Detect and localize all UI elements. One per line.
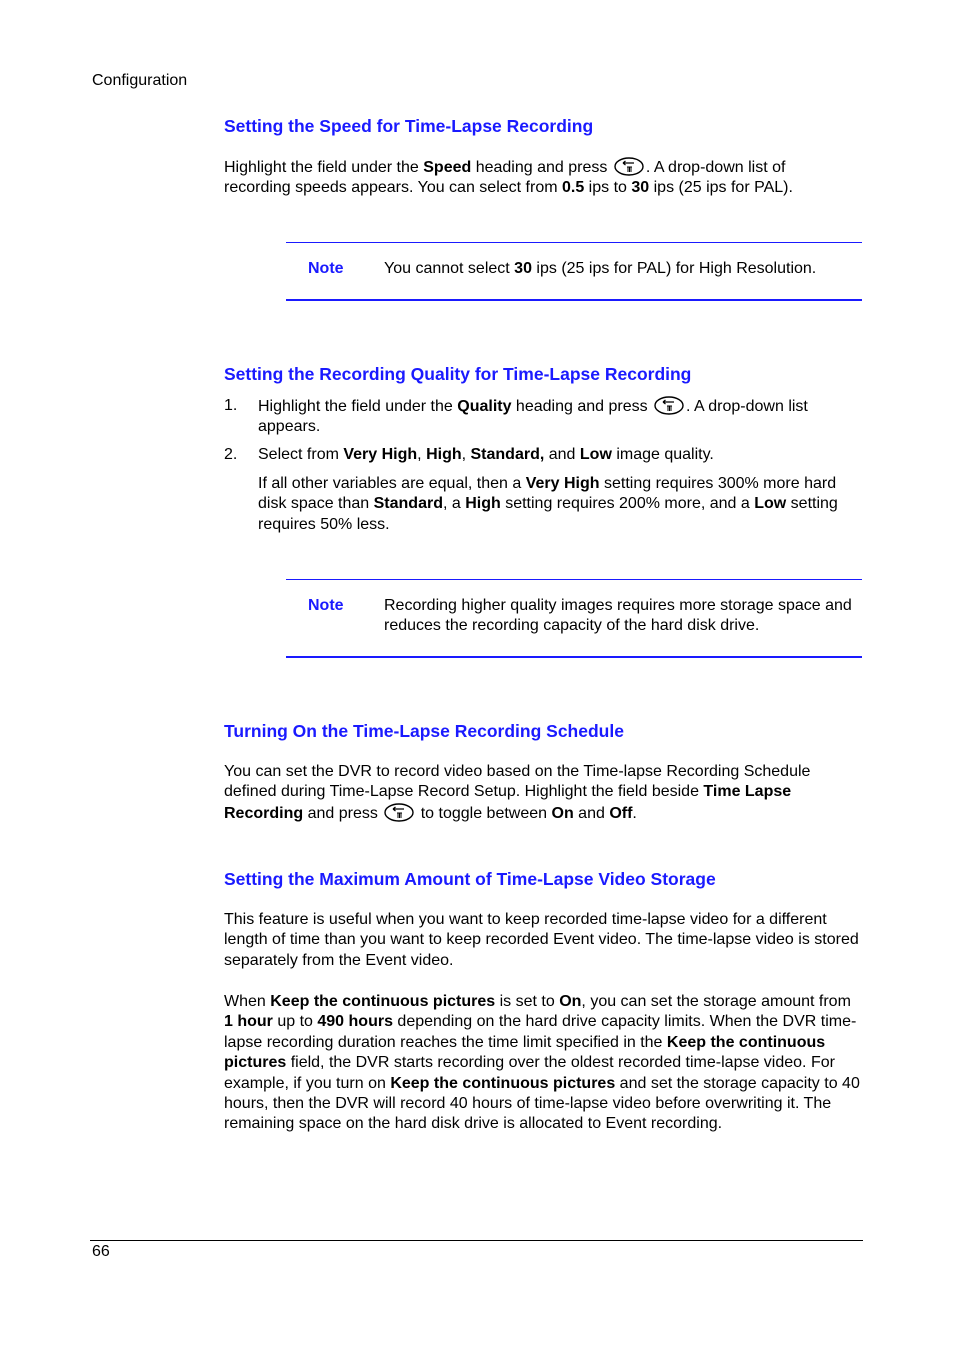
enter-key-icon	[614, 157, 644, 176]
schedule-paragraph: You can set the DVR to record video based on the Time-lapse Recording Schedule defined during Time-Lapse Record Setup. Highlight the field beside Time Lapse Recording and press to toggle between On and Off.	[224, 763, 811, 822]
enter-key-icon	[654, 396, 684, 415]
note-text: You cannot select 30 ips (25 ips for PAL) for High Resolution.	[384, 260, 817, 277]
page-number: 66	[92, 1243, 110, 1260]
heading-schedule: Turning On the Time-Lapse Recording Schedule	[224, 721, 624, 741]
enter-key-icon	[384, 803, 414, 822]
note-speed	[286, 242, 862, 301]
storage-paragraph-1: This feature is useful when you want to keep recorded time-lapse video for a different length of time than you want to keep recorded Event video. The time-lapse video is stored separately from the Event video.	[224, 911, 859, 969]
heading-storage: Setting the Maximum Amount of Time-Lapse Video Storage	[224, 869, 716, 889]
list-number: 2.	[224, 446, 238, 463]
storage-paragraph-2: When Keep the continuous pictures is set to On, you can set the storage amount from 1 hour up to 490 hours depending on the hard drive capacity limits. When the DVR time-lapse recording duration reaches the time limit specified in the Keep the continuous pictures field, the DVR starts recording over the oldest recorded time-lapse video. For example, if you turn on Keep the continuous pictures and set the storage capacity to 40 hours, then the DVR will record 40 hours of time-lapse video before overwriting it. The remaining space on the hard disk drive is allocated to Event recording.	[224, 993, 860, 1133]
quality-detail-paragraph: If all other variables are equal, then a Very High setting requires 300% more hard disk space than Standard, a High setting requires 200% more, and a Low setting requires 50% less.	[258, 475, 838, 533]
running-head: Configuration	[92, 72, 188, 89]
list-item: Highlight the field under the Quality heading and press . A drop-down list appears.	[258, 398, 808, 436]
note-text: Recording higher quality images requires more storage space and reduces the recording capacity of the hard disk drive.	[384, 597, 852, 635]
note-label: Note	[308, 597, 344, 614]
note-quality	[286, 579, 862, 658]
speed-paragraph: Highlight the field under the Speed heading and press . A drop-down list of recording speeds appears. You can select from 0.5 ips to 30 ips (25 ips for PAL).	[224, 159, 793, 197]
note-label: Note	[308, 260, 344, 277]
list-item: Select from Very High, High, Standard, and Low image quality.	[258, 446, 714, 463]
heading-quality: Setting the Recording Quality for Time-Lapse Recording	[224, 364, 692, 384]
footer-divider	[90, 1240, 863, 1241]
heading-speed: Setting the Speed for Time-Lapse Recording	[224, 116, 594, 136]
list-number: 1.	[224, 397, 238, 414]
